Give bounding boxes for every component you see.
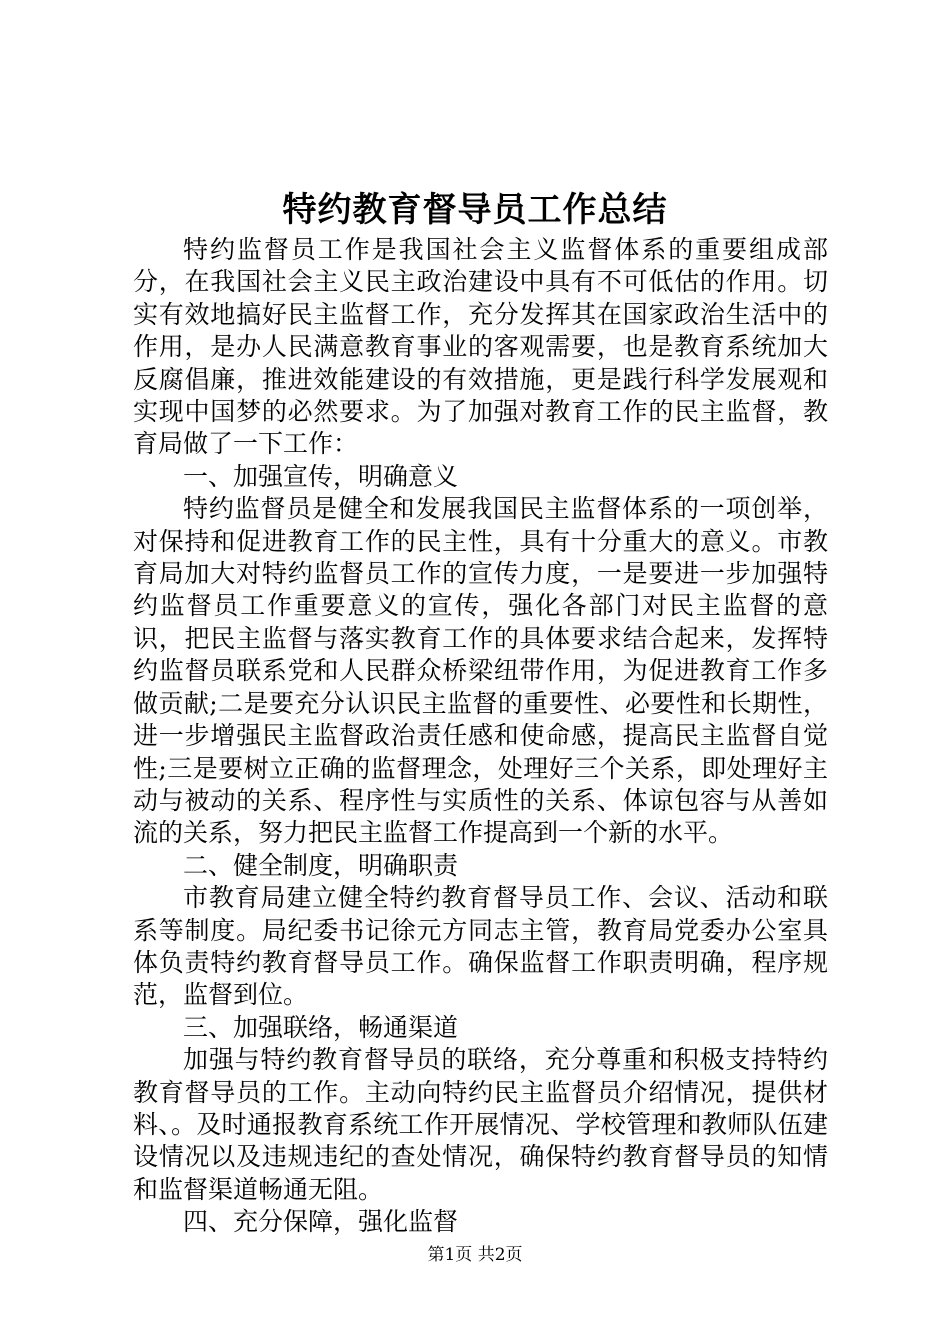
section-heading-2: 二、健全制度，明确职责 — [183, 850, 459, 880]
paragraph-section-3: 加强与特约教育督导员的联络，充分尊重和积极支持特约教育督导员的工作。主动向特约民主监督员介绍情况，提供材料、。及时通报教育系统工作开展情况、学校管理和教师队伍建设情况以及违规违纪的查处情况，确保特约教育督导员的知情和监督渠道畅通无阻。 — [133, 1045, 828, 1204]
document-body — [133, 234, 828, 1239]
paragraph-section-1: 特约监督员是健全和发展我国民主监督体系的一项创举，对保持和促进教育工作的民主性，具有十分重大的意义。市教育局加大对特约监督员工作的宣传力度，一是要进一步加强特约监督员工作重要意义的宣传，强化各部门对民主监督的意识，把民主监督与落实教育工作的具体要求结合起来，发挥特约监督员联系党和人民群众桥梁纽带作用，为促进教育工作多做贡献;二是要充分认识民主监督的重要性、必要性和长期性，进一步增强民主监督政治责任感和使命感，提高民主监督自觉性;三是要树立正确的监督理念，处理好三个关系，即处理好主动与被动的关系、程序性与实质性的关系、体谅包容与从善如流的关系，努力把民主监督工作提高到一个新的水平。 — [133, 494, 828, 848]
section-heading-1: 一、加强宣传，明确意义 — [183, 461, 459, 491]
document-title: 特约教育督导员工作总结 — [282, 190, 668, 230]
paragraph-intro: 特约监督员工作是我国社会主义监督体系的重要组成部分，在我国社会主义民主政治建设中具有不可低估的作用。切实有效地搞好民主监督工作，充分发挥其在国家政治生活中的作用，是办人民满意教育事业的客观需要，也是教育系统加大反腐倡廉，推进效能建设的有效措施，更是践行科学发展观和实现中国梦的必然要求。为了加强对教育工作的民主监督，教育局做了一下工作： — [133, 235, 828, 459]
paragraph-section-2: 市教育局建立健全特约教育督导员工作、会议、活动和联系等制度。局纪委书记徐元方同志主管，教育局党委办公室具体负责特约教育督导员工作。确保监督工作职责明确，程序规范，监督到位。 — [133, 883, 828, 1010]
section-heading-4: 四、充分保障，强化监督 — [183, 1207, 459, 1237]
page-footer: 第1页 共2页 — [427, 1245, 523, 1265]
section-heading-3: 三、加强联络，畅通渠道 — [183, 1012, 459, 1042]
